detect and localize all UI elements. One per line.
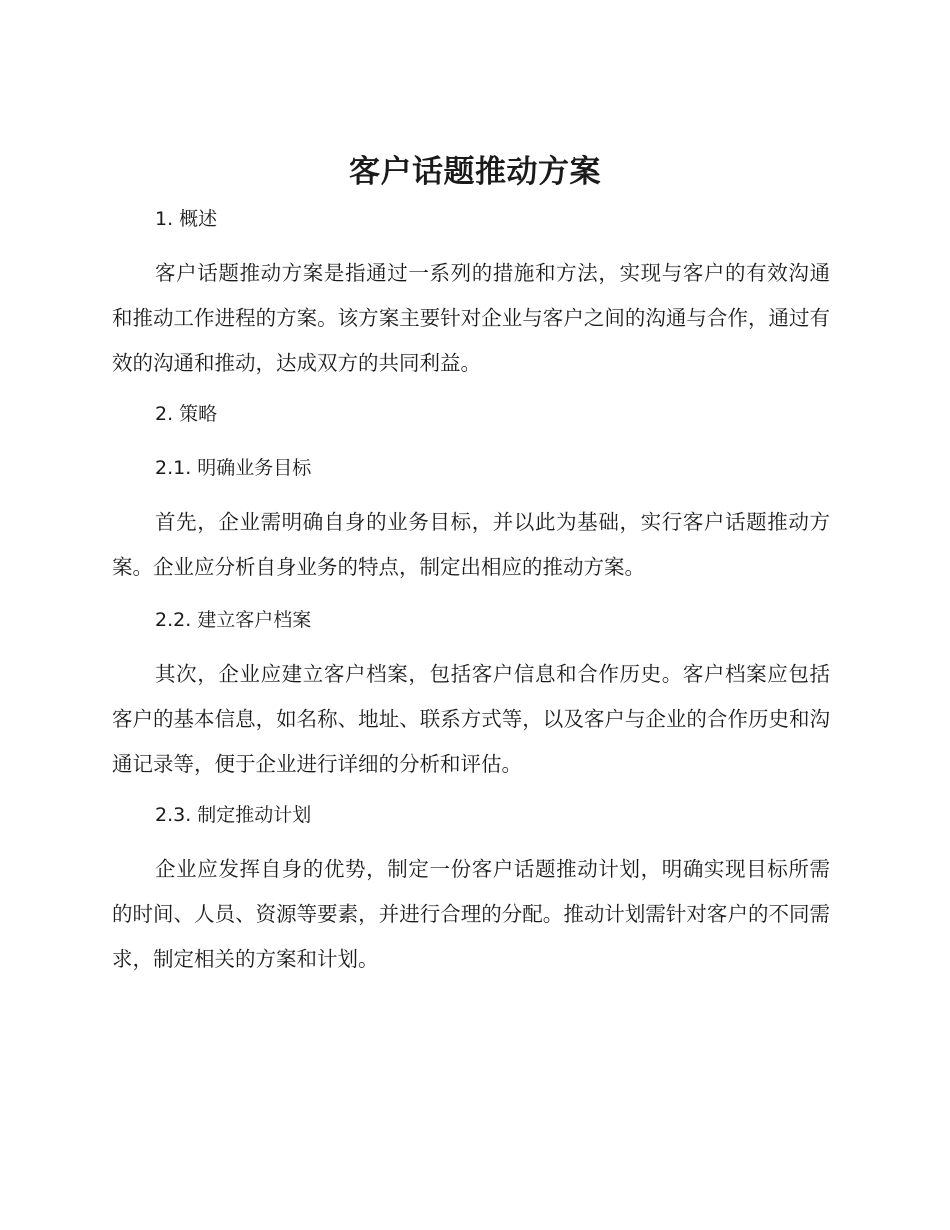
section-paragraph-overview: 客户话题推动方案是指通过一系列的措施和方法，实现与客户的有效沟通和推动工作进程的方案。该方案主要针对企业与客户之间的沟通与合作，通过有效的沟通和推动，达成双方的共同利益。 [112, 261, 830, 375]
section-heading-business-goals: 2.1. 明确业务目标 [155, 457, 312, 479]
document-title: 客户话题推动方案 [349, 154, 601, 190]
section-paragraph-customer-profile: 其次，企业应建立客户档案，包括客户信息和合作历史。客户档案应包括客户的基本信息，如名称、地址、联系方式等，以及客户与企业的合作历史和沟通记录等，便于企业进行详细的分析和评估。 [112, 662, 830, 776]
section-heading-push-plan: 2.3. 制定推动计划 [155, 804, 312, 826]
section-heading-overview: 1. 概述 [155, 208, 218, 230]
section-heading-strategy: 2. 策略 [155, 403, 218, 425]
section-heading-customer-profile: 2.2. 建立客户档案 [155, 609, 312, 631]
section-paragraph-push-plan: 企业应发挥自身的优势，制定一份客户话题推动计划，明确实现目标所需的时间、人员、资源等要素，并进行合理的分配。推动计划需针对客户的不同需求，制定相关的方案和计划。 [112, 857, 830, 971]
section-paragraph-business-goals: 首先，企业需明确自身的业务目标，并以此为基础，实行客户话题推动方案。企业应分析自身业务的特点，制定出相应的推动方案。 [112, 510, 830, 579]
